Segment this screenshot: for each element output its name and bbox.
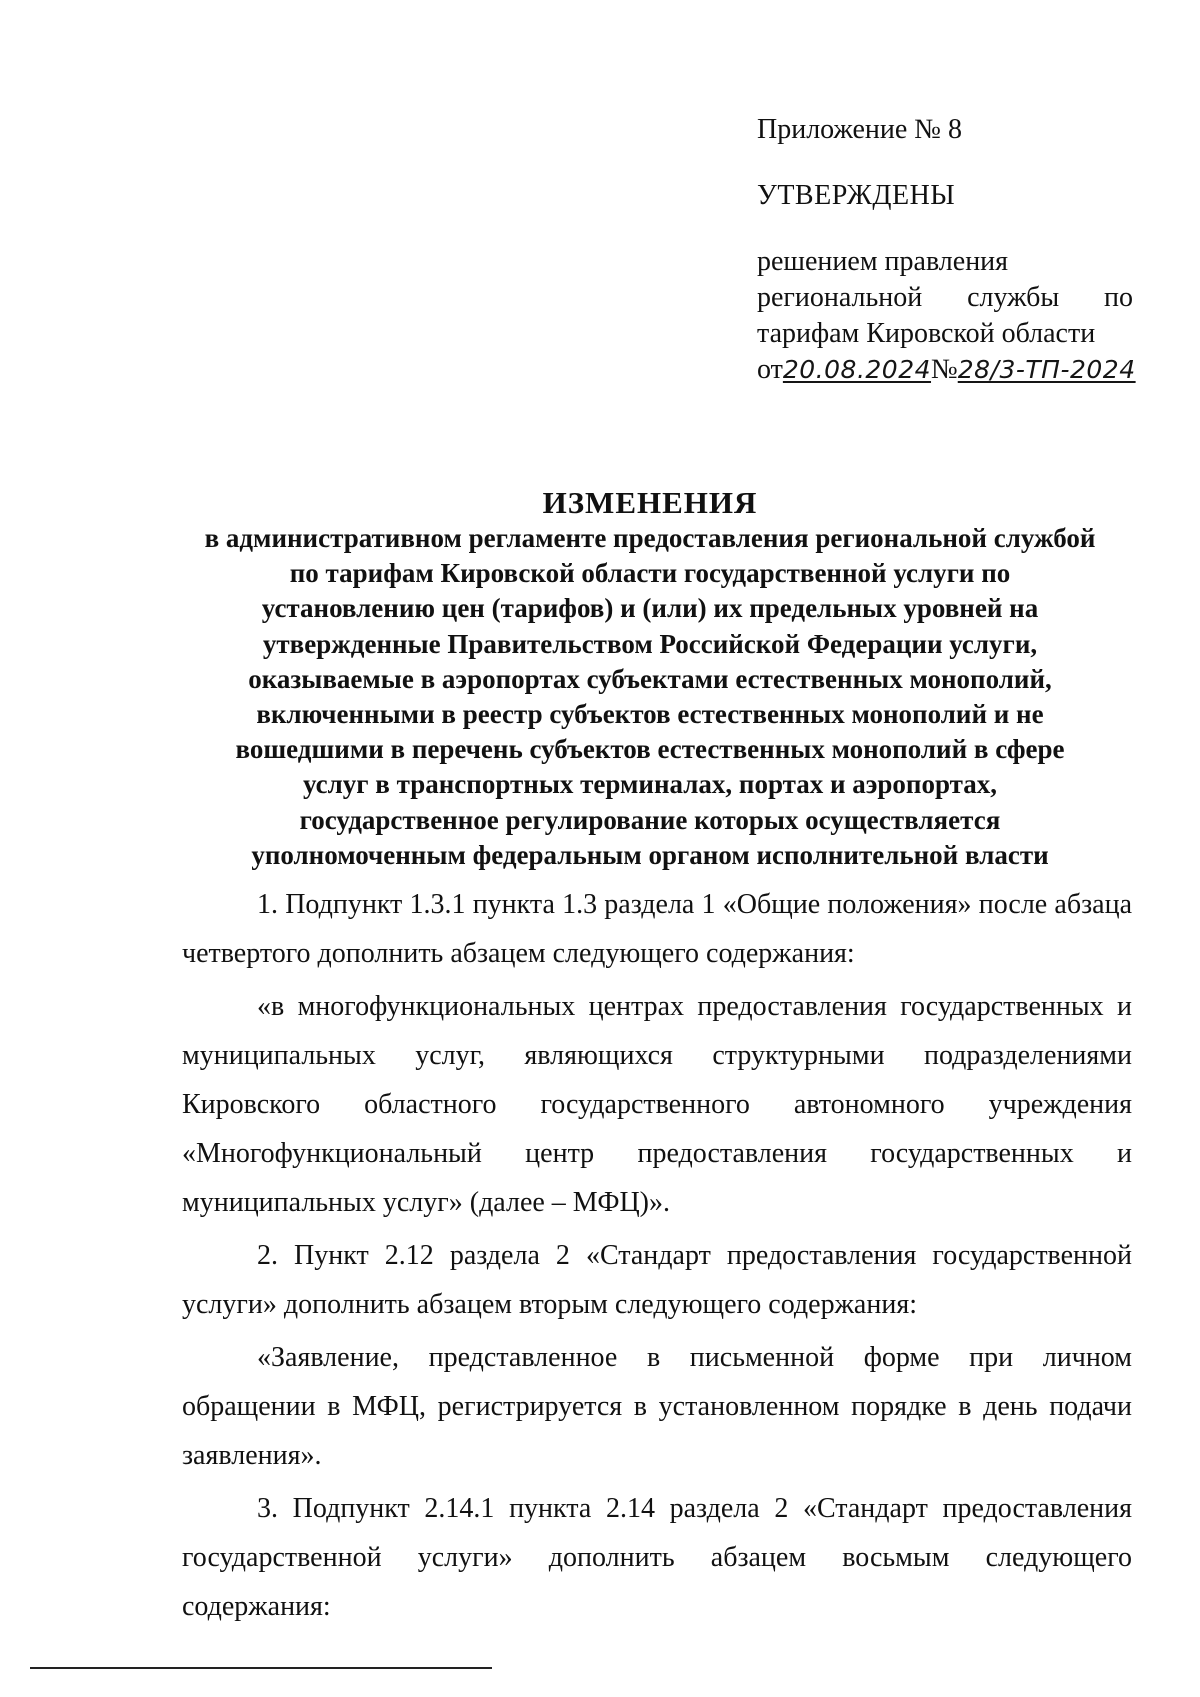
footnote-divider bbox=[30, 1667, 492, 1669]
date-number-line bbox=[757, 352, 1136, 388]
decision-line: решением правления bbox=[757, 246, 1009, 277]
subtitle-line: оказываемые в аэропортах субъектами естественных монополий, bbox=[248, 663, 1052, 694]
body-paragraph: 2. Пункт 2.12 раздела 2 «Стандарт предоставления государственной услуги» дополнить абзацем вторым следующего содержания: bbox=[182, 1240, 1132, 1320]
subtitle-line: государственное регулирование которых осуществляется bbox=[299, 804, 1001, 835]
decision-text bbox=[757, 244, 1136, 388]
document-title-block bbox=[150, 485, 1150, 873]
subtitle-line: услуг в транспортных терминалах, портах и аэропортах, bbox=[302, 769, 997, 800]
body-paragraph: «в многофункциональных центрах предоставления государственных и муниципальных услуг, являющихся структурными подразделениями Кировского областного государственного автономного учреждения «Многофункциональный центр предоставления государственных и муниципальных услуг» (далее – МФЦ)». bbox=[182, 991, 1132, 1218]
from-prefix: от bbox=[757, 354, 783, 385]
subtitle-line: в административном регламенте предоставления региональной службой bbox=[204, 523, 1096, 553]
decision-line: тарифам Кировской области bbox=[757, 318, 1096, 349]
approval-block bbox=[757, 112, 1136, 388]
decision-word: по bbox=[1104, 282, 1133, 313]
decision-word: региональной bbox=[757, 282, 923, 313]
subtitle-line: вошедшими в перечень субъектов естественных монополий в сфере bbox=[235, 734, 1065, 765]
body-paragraph: «Заявление, представленное в письменной форме при личном обращении в МФЦ, регистрируется в установленном порядке в день подачи заявления». bbox=[182, 1342, 1132, 1471]
subtitle-line: уполномоченным федеральным органом исполнительной власти bbox=[251, 839, 1049, 870]
body-paragraph: 1. Подпункт 1.3.1 пункта 1.3 раздела 1 «Общие положения» после абзаца четвертого дополнить абзацем следующего содержания: bbox=[182, 889, 1132, 969]
subtitle-line: включенными в реестр субъектов естественных монополий и не bbox=[256, 699, 1044, 730]
handwritten-number: 28/3-ТП-2024 bbox=[957, 355, 1136, 384]
subtitle-line: установлению цен (тарифов) и (или) их предельных уровней на bbox=[261, 593, 1039, 624]
number-sign: № bbox=[931, 354, 958, 385]
appendix-label: Приложение № 8 bbox=[757, 114, 962, 145]
document-body bbox=[182, 880, 1132, 1631]
document-subtitle bbox=[150, 521, 1150, 873]
subtitle-line: утвержденные Правительством Российской Федерации услуги, bbox=[262, 628, 1038, 659]
handwritten-date: 20.08.2024 bbox=[782, 355, 932, 384]
document-title: ИЗМЕНЕНИЯ bbox=[542, 485, 758, 520]
subtitle-line: по тарифам Кировской области государственной услуги по bbox=[289, 558, 1011, 589]
decision-line bbox=[757, 280, 1133, 316]
body-paragraph: 3. Подпункт 2.14.1 пункта 2.14 раздела 2 «Стандарт предоставления государственной услуги» дополнить абзацем восьмым следующего содержания: bbox=[182, 1493, 1132, 1622]
approved-label: УТВЕРЖДЕНЫ bbox=[757, 180, 956, 211]
decision-word: службы bbox=[967, 282, 1060, 313]
